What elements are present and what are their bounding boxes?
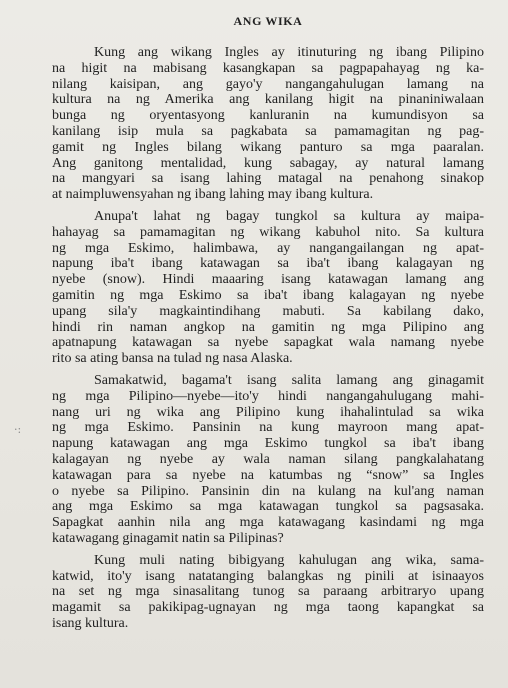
page-title: ANG WIKA — [233, 14, 303, 28]
text-line: kultura na ng Amerika ang kanilang higit na pinaniniwalaan — [52, 92, 484, 108]
paragraph — [52, 209, 484, 367]
paragraph — [52, 45, 484, 203]
text-line: Sapagkat aanhin nila ang mga katawagang kasindami ng mga — [52, 515, 484, 531]
paragraph — [52, 373, 484, 547]
body-text — [52, 45, 484, 632]
text-line: kanilang isip mula sa pagkabata sa pamamagitan ng pag- — [52, 123, 484, 139]
text-line: hindi rin naman angkop na gamitin ng mga Pilipino ang — [52, 319, 484, 335]
text-line: na higit na mabisang kasangkapan sa pagpapahayag ng ka- — [52, 60, 484, 76]
text-line: katawagan para sa nyebe na katumbas ng “snow” sa Ingles — [52, 467, 484, 483]
text-line: rito sa ating bansa na tulad ng nasa Alaska. — [52, 351, 293, 367]
text-line: na set ng mga sinasalitang tunog sa paraang arbitraryo upang — [52, 584, 484, 600]
text-line: ng mga Pilipino—nyebe—ito'y hindi nangangahulugang mahi- — [52, 388, 484, 404]
text-line: katwid, ito'y isang natatanging balangkas ng pinili at isinaayos — [52, 568, 484, 584]
text-line: gamit ng Ingles bilang wikang panturo sa mga paaralan. — [52, 139, 484, 155]
text-line: at naimpluwensyahan ng ibang lahing may ibang kultura. — [52, 187, 374, 203]
text-line: hahayag sa pamamagitan ng wikang kabuhol nito. Sa kultura — [52, 224, 484, 240]
text-line: napung katawagan ang mga Eskimo tungkol sa iba't ibang — [52, 436, 484, 452]
text-line: magamit sa pakikipag-ugnayan ng mga taong kapangkat sa — [52, 600, 484, 616]
text-line: nang uri ng wika ang Pilipino kung ihahalintulad sa wika — [52, 404, 484, 420]
text-line: Ang ganitong mentalidad, kung sabagay, ay natural lamang — [52, 155, 484, 171]
text-line: katawagang ginagamit natin sa Pilipinas? — [52, 530, 284, 546]
text-line: Samakatwid, bagama't isang salita lamang ang ginagamit — [94, 372, 484, 388]
text-line: ang mga Eskimo sa mga katawagan tungkol sa pagsasaka. — [52, 499, 484, 515]
text-line: napung iba't ibang katawagan sa iba't ibang kalagayan ng — [52, 256, 484, 272]
text-line: ng mga Eskimo, halimbawa, ay nangangailangan ng apat- — [52, 240, 484, 256]
text-line: gamitin ng mga Eskimo sa iba't ibang kalagayan ng nyebe — [52, 287, 484, 303]
text-line: Anupa't lahat ng bagay tungkol sa kultura ay maipa- — [94, 208, 484, 224]
text-line: Kung ang wikang Ingles ay itinuturing ng ibang Pilipino — [94, 45, 484, 60]
text-line: Kung muli nating bibigyang kahulugan ang wika, sama- — [94, 552, 484, 568]
text-line: ng mga Eskimo. Pansinin na kung mayroon mang apat- — [52, 420, 484, 436]
text-line: apatnapung katawagan sa nyebe sapagkat wala namang nyebe — [52, 335, 484, 351]
text-line: nyebe (snow). Hindi maaaring isang katawagan lamang ang — [52, 272, 484, 288]
text-line: bunga ng oryentasyong kanluranin na kumundisyon sa — [52, 108, 484, 124]
text-line: o nyebe sa Pilipino. Pansinin din na kulang na kul'ang naman — [52, 483, 484, 499]
text-line: isang kultura. — [52, 615, 129, 631]
paragraph — [52, 553, 484, 632]
margin-mark: ·: — [14, 423, 22, 436]
text-line: na mangyari sa isang lahing matagal na penahong sinakop — [52, 171, 484, 187]
text-line: upang sila'y magkaintindihang mabuti. Sa kabilang dako, — [52, 303, 484, 319]
text-line: nilang kaisipan, ang gayo'y nangangahulugan lamang na — [52, 76, 484, 92]
text-line: kalagayan ng nyebe ay wala naman silang pangkalahatang — [52, 451, 484, 467]
